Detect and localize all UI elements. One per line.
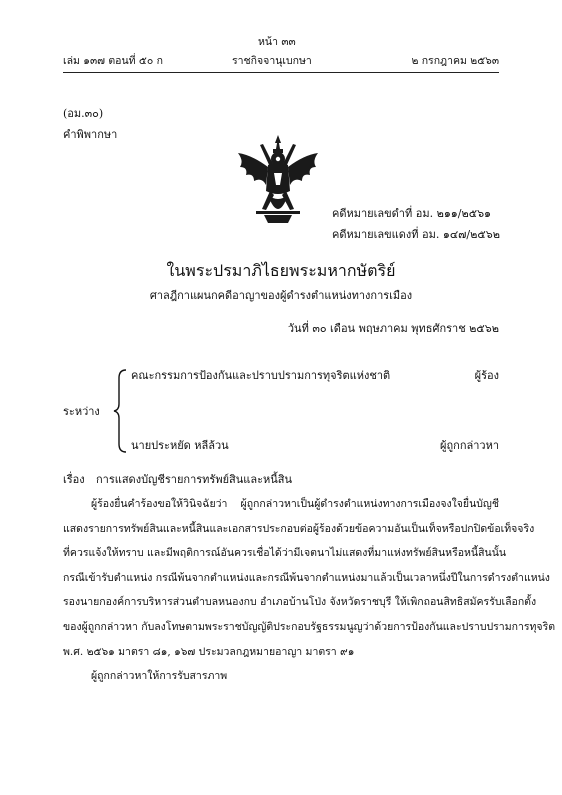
- volume-issue: เล่ม ๑๓๗ ตอนที่ ๕๐ ก: [63, 55, 163, 67]
- between-label: ระหว่าง: [63, 405, 100, 418]
- subject-label: เรื่อง: [63, 473, 85, 486]
- body-paragraph-1: [63, 492, 556, 689]
- page-number: หน้า ๓๓: [258, 36, 296, 48]
- body-line: แสดงรายการทรัพย์สินและหนี้สินและเอกสารประกอบต่อผู้ร้องด้วยข้อความอันเป็นเท็จหรือปกปิดข้อเท็จจริง: [63, 522, 535, 535]
- body-paragraph-2: ผู้ถูกกล่าวหาให้การรับสารภาพ: [91, 670, 228, 683]
- body-line: กรณีเข้ารับตำแหน่ง กรณีพ้นจากตำแหน่งและกรณีพ้นจากตำแหน่งมาแล้วเป็นเวลาหนึ่งปีในการดำรงตำแหน่ง: [63, 571, 550, 584]
- header-divider: [63, 72, 499, 73]
- body-line: ผู้ร้องยื่นคำร้องขอให้วินิจฉัยว่า ผู้ถูกกล่าวหาเป็นผู้ดำรงตำแหน่งทางการเมืองจงใจยื่นบัญชี: [91, 498, 499, 510]
- garuda-emblem-icon: [234, 133, 322, 225]
- plaintiff-name: คณะกรรมการป้องกันและปราบปรามการทุจริตแห่งชาติ: [131, 369, 391, 382]
- body-line: ที่ควรแจ้งให้ทราบ และมีพฤติการณ์อันควรเชื่อได้ว่ามีเจตนาไม่แสดงที่มาแห่งทรัพย์สินหรือหนี้สินนั้น: [63, 547, 507, 560]
- gazette-date: ๒ กรกฎาคม ๒๕๖๓: [411, 55, 499, 67]
- court-name: ศาลฎีกาแผนกคดีอาญาของผู้ดำรงตำแหน่งทางการเมือง: [149, 289, 413, 302]
- black-case-number: คดีหมายเลขดำที่ อม. ๒๑๑/๒๕๖๑: [332, 207, 492, 220]
- judgment-date: วันที่ ๓๐ เดือน พฤษภาคม พุทธศักราช ๒๕๖๒: [287, 322, 499, 335]
- party-bracket: [112, 366, 128, 456]
- body-line: รองนายกองค์การบริหารส่วนตำบลหนองกบ อำเภอบ้านโป่ง จังหวัดราชบุรี ให้เพิกถอนสิทธิสมัครรับเลือกตั้ง: [63, 596, 537, 609]
- subject-text: การแสดงบัญชีรายการทรัพย์สินและหนี้สิน: [96, 473, 292, 486]
- royal-heading: ในพระปรมาภิไธยพระมหากษัตริย์: [166, 261, 396, 280]
- form-code: (อม.๓๐): [63, 107, 104, 120]
- plaintiff-role: ผู้ร้อง: [474, 369, 499, 382]
- defendant-role: ผู้ถูกกล่าวหา: [440, 439, 499, 452]
- document-type: คำพิพากษา: [63, 128, 118, 141]
- red-case-number: คดีหมายเลขแดงที่ อม. ๑๔๗/๒๕๖๒: [332, 228, 500, 241]
- gazette-name: ราชกิจจานุเบกษา: [232, 55, 312, 67]
- body-line: พ.ศ. ๒๕๖๑ มาตรา ๘๑, ๑๖๗ ประมวลกฎหมายอาญา มาตรา ๙๑: [63, 645, 355, 658]
- body-line: ของผู้ถูกกล่าวหา กับลงโทษตามพระราชบัญญัติประกอบรัฐธรรมนูญว่าด้วยการป้องกันและปราบปรามการทุจริต: [63, 620, 556, 633]
- defendant-name: นายประหยัด หลีล้วน: [131, 439, 229, 452]
